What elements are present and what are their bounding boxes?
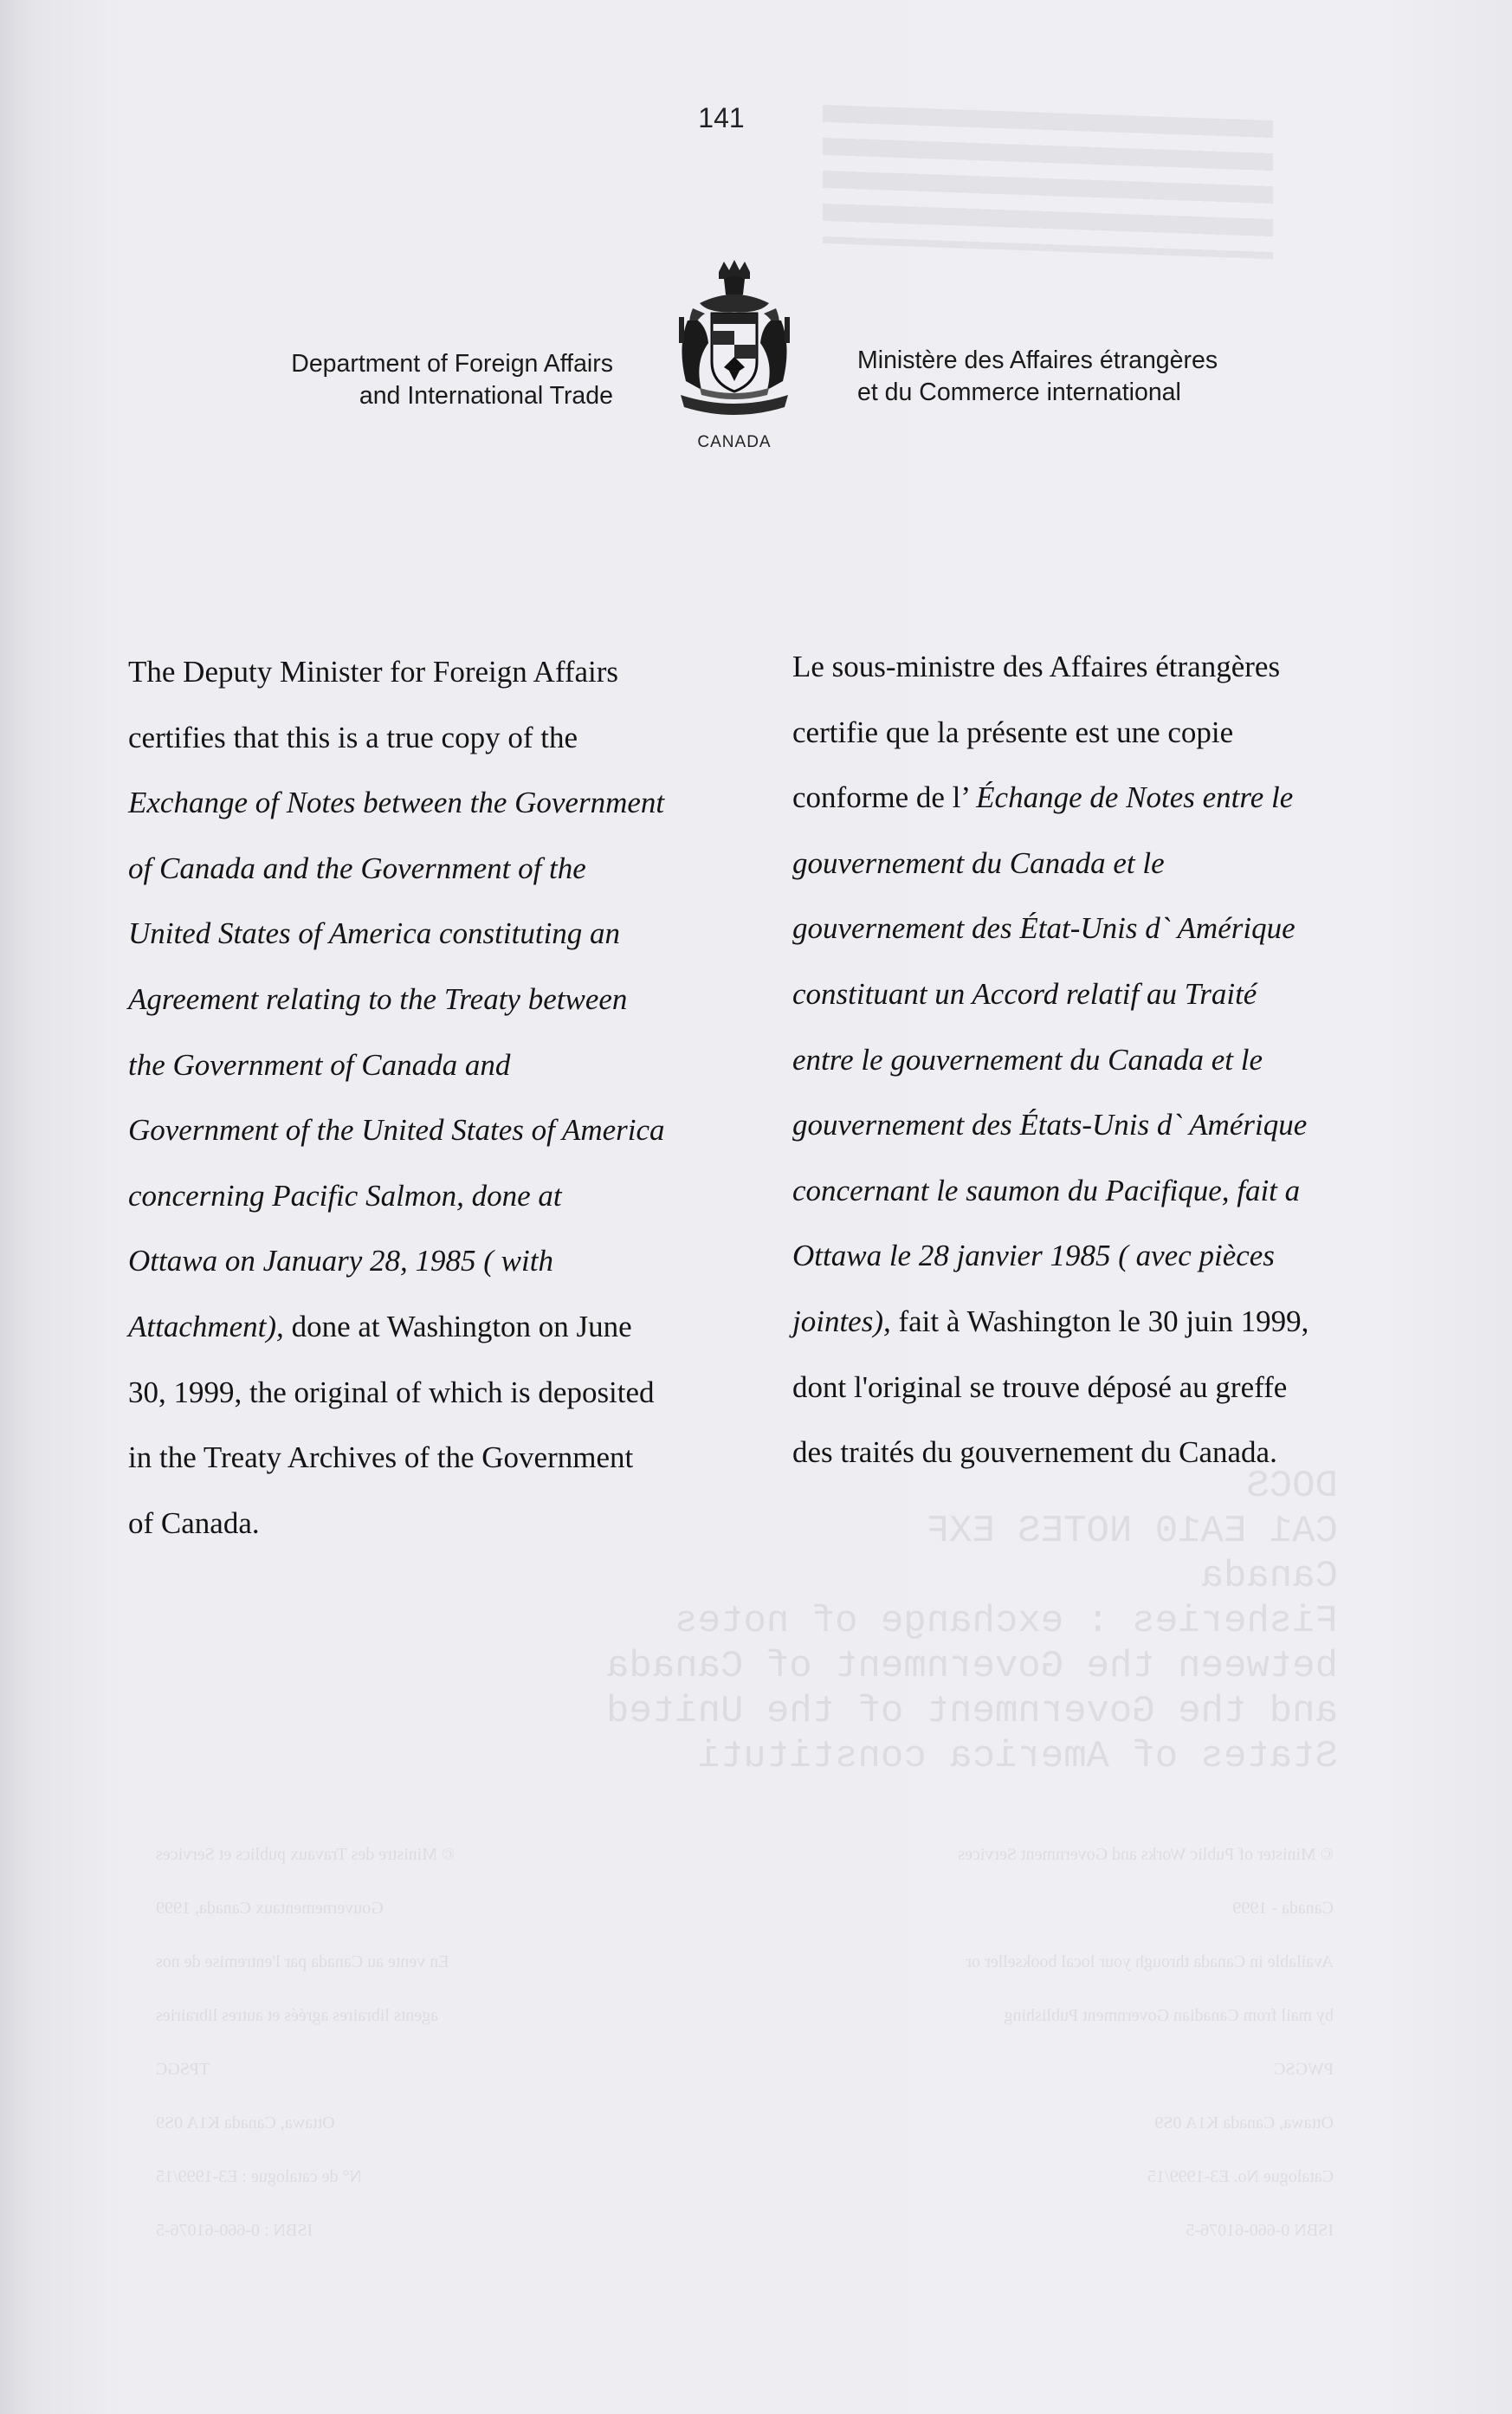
body-text: of Canada. [128,1505,260,1540]
body-text: des traités du gouvernement du Canada. [792,1435,1277,1470]
department-name-english [173,348,613,412]
certificate-line [792,1092,1416,1158]
certificate-line [792,700,1416,766]
body-text: The Deputy Minister for Foreign Affairs [128,655,619,689]
italic-title-text: Government of the United States of America [128,1113,665,1148]
certificate-line [128,1425,752,1491]
body-text: conforme de l’ [792,780,977,815]
italic-title-text: of Canada and the Government of the [128,851,586,885]
certificate-line [792,831,1416,896]
certificate-line [128,1360,752,1426]
certificate-line [792,765,1416,831]
certificate-text-english [128,639,752,1556]
certificate-line [128,901,752,967]
body-text: certifies that this is a true copy of the [128,720,578,754]
italic-title-text: Attachment), [128,1309,284,1343]
bleed-through-shadow: © Minister of Public Works and Government Services Canada - 1999 Available in Canada through your local bookseller or by mail from Canadian Government Publishing PWGSC Ottawa, Canada K1A 0S9 Catalogue No. E3-1999/15 ISBN 0-660-61076-5 [958,1845,1334,2240]
department-name-line: et du Commerce international [857,379,1181,406]
department-name-line: Department of Foreign Affairs [291,350,613,378]
italic-title-text: Exchange of Notes between the Government [128,786,665,820]
italic-title-text: concernant le saumon du Pacifique, fait a [792,1173,1301,1207]
italic-title-text: concerning Pacific Salmon, done at [128,1178,562,1213]
certificate-line [792,1223,1416,1289]
italic-title-text: Ottawa on January 28, 1985 ( with [128,1244,553,1278]
italic-title-text: gouvernement des États-Unis d` Amérique [792,1108,1308,1142]
certificate-line [792,961,1416,1027]
body-text: dont l'original se trouve déposé au greffe [792,1369,1288,1404]
certificate-line [792,634,1416,700]
certificate-line [792,1289,1416,1355]
certificate-line [792,1420,1416,1485]
certificate-line [128,1491,752,1556]
department-name-french [857,345,1308,409]
bleed-through-shadow: © Ministre des Travaux publics et Services Gouvernementaux Canada, 1999 En vente au Canada par l'entremise de nos agents libraires agréés et autres librairies TPSGC Ottawa, Canada K1A 0S9 N° de catalogue : E3-1999/15 ISBN : 0-660-61076-5 [156,1845,456,2240]
certificate-line [128,1228,752,1294]
certificate-line [128,705,752,771]
italic-title-text: the Government of Canada and [128,1047,511,1082]
certificate-text-french [792,634,1416,1485]
body-text: in the Treaty Archives of the Government [128,1440,634,1475]
page-number: 141 [698,102,745,133]
italic-title-text: Agreement relating to the Treaty between [128,981,628,1016]
italic-title-text: Ottawa le 28 janvier 1985 ( avec pièces [792,1239,1275,1273]
certificate-line [128,1294,752,1360]
italic-title-text: entre le gouvernement du Canada et le [792,1042,1263,1077]
certificate-line [128,639,752,705]
italic-title-text: jointes), [792,1304,891,1338]
crest-label: CANADA [697,433,772,451]
department-name-line: Ministère des Affaires étrangères [857,346,1218,374]
italic-title-text: gouvernement des État-Unis d` Amérique [792,911,1296,946]
body-text: done at Washington on June [283,1309,632,1343]
certificate-line [792,1027,1416,1093]
certificate-line [128,770,752,836]
italic-title-text: Échange de Notes entre le [976,780,1294,815]
certificate-line [128,1163,752,1229]
certificate-line [128,1097,752,1163]
italic-title-text: United States of America constituting an [128,916,621,951]
certificate-line [792,896,1416,961]
italic-title-text: constituant un Accord relatif au Traité [792,976,1257,1011]
certificate-line [128,836,752,902]
certificate-line [792,1355,1416,1421]
department-name-line: and International Trade [359,382,613,410]
certificate-line [128,967,752,1032]
body-text: 30, 1999, the original of which is deposited [128,1375,655,1409]
certificate-line [128,1032,752,1098]
body-text: Le sous-ministre des Affaires étrangères [792,650,1281,683]
bleed-through-shadow: DOCS CA1 EA10 NOTES EXF Canada Fisheries : exchange of notes between the Government of Canada and the Government of the United States of America constituti [606,1465,1338,1778]
body-text: certifie que la présente est une copie [792,715,1234,749]
body-text: fait à Washington le 30 juin 1999, [890,1304,1309,1338]
certificate-line [792,1158,1416,1224]
italic-title-text: gouvernement du Canada et le [792,845,1165,880]
coat-of-arms-icon [674,260,795,424]
